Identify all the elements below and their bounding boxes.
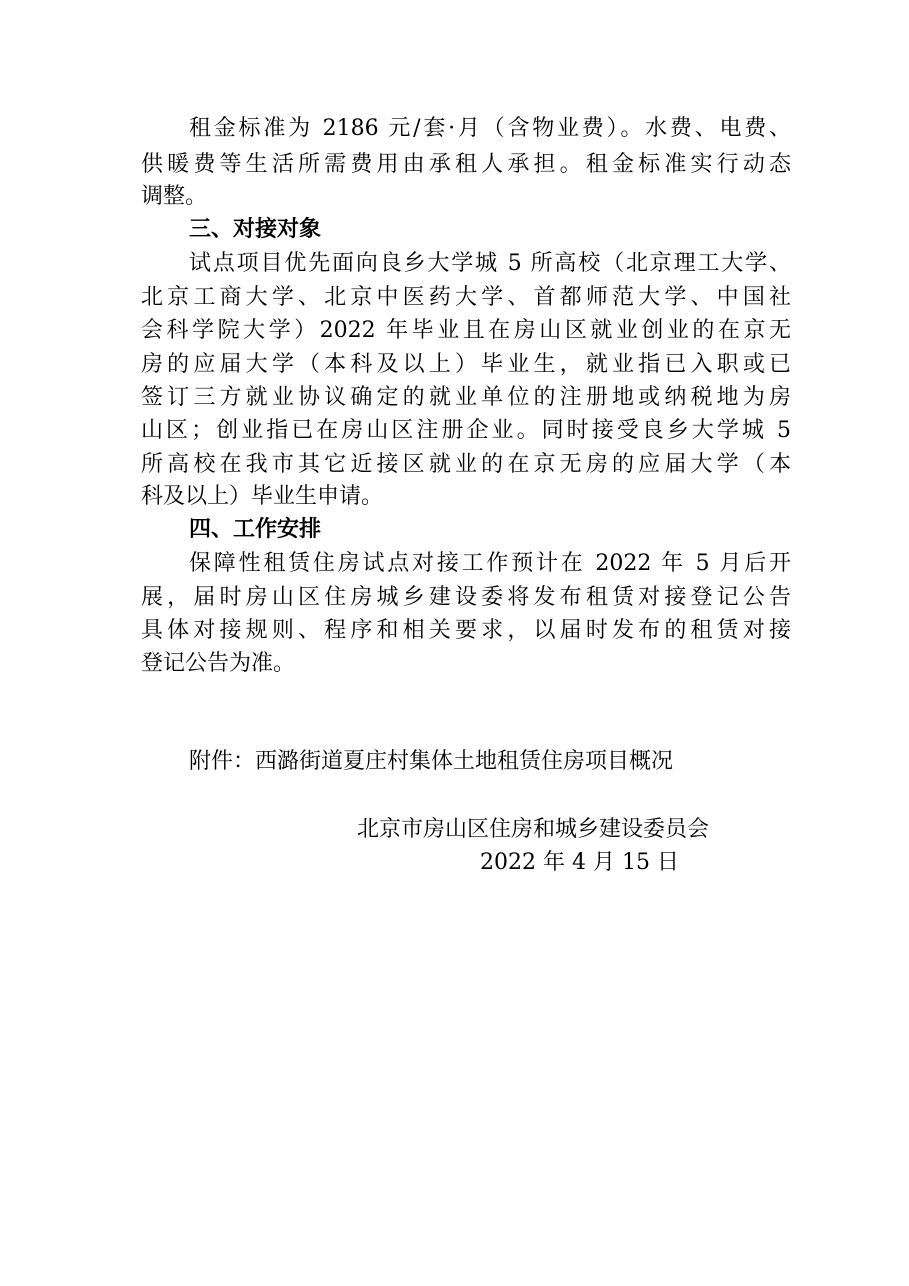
section-heading-targets: 三、对接对象 — [189, 217, 322, 242]
signature-date: 2022 年 4 月 15 日 — [480, 850, 679, 875]
section3-paragraph-line-2: 北京工商大学、北京中医药大学、首都师范大学、中国社 — [141, 285, 791, 310]
section4-paragraph-line-2: 展，届时房山区住房城乡建设委将发布租赁对接登记公告 — [141, 585, 791, 610]
rent-paragraph-line-2: 供暖费等生活所需费用由承租人承担。租金标准实行动态 — [141, 152, 791, 177]
rent-paragraph-line-1: 租金标准为 2186 元/套·月（含物业费）。水费、电费、 — [189, 116, 791, 141]
section3-paragraph-line-5: 签订三方就业协议确定的就业单位的注册地或纳税地为房 — [141, 385, 791, 410]
section3-paragraph-line-8: 科及以上）毕业生申请。 — [141, 484, 384, 509]
section3-paragraph-line-4: 房的应届大学（本科及以上）毕业生，就业指已入职或已 — [141, 352, 791, 377]
rent-paragraph-line-3: 调整。 — [141, 184, 208, 209]
section3-paragraph-line-7: 所高校在我市其它近接区就业的在京无房的应届大学（本 — [141, 452, 791, 477]
section3-paragraph-line-1: 试点项目优先面向良乡大学城 5 所高校（北京理工大学、 — [189, 251, 791, 276]
attachment-note: 附件：西潞街道夏庄村集体土地租赁住房项目概况 — [189, 749, 674, 774]
section4-paragraph-line-1: 保障性租赁住房试点对接工作预计在 2022 年 5 月后开 — [189, 551, 791, 576]
signature-organization: 北京市房山区住房和城乡建设委员会 — [357, 817, 710, 842]
section4-paragraph-line-4: 登记公告为准。 — [141, 651, 296, 676]
section-heading-arrangements: 四、工作安排 — [189, 517, 322, 542]
section4-paragraph-line-3: 具体对接规则、程序和相关要求，以届时发布的租赁对接 — [141, 618, 791, 643]
section3-paragraph-line-3: 会科学院大学）2022 年毕业且在房山区就业创业的在京无 — [141, 318, 791, 343]
section3-paragraph-line-6: 山区；创业指已在房山区注册企业。同时接受良乡大学城 5 — [141, 418, 791, 443]
